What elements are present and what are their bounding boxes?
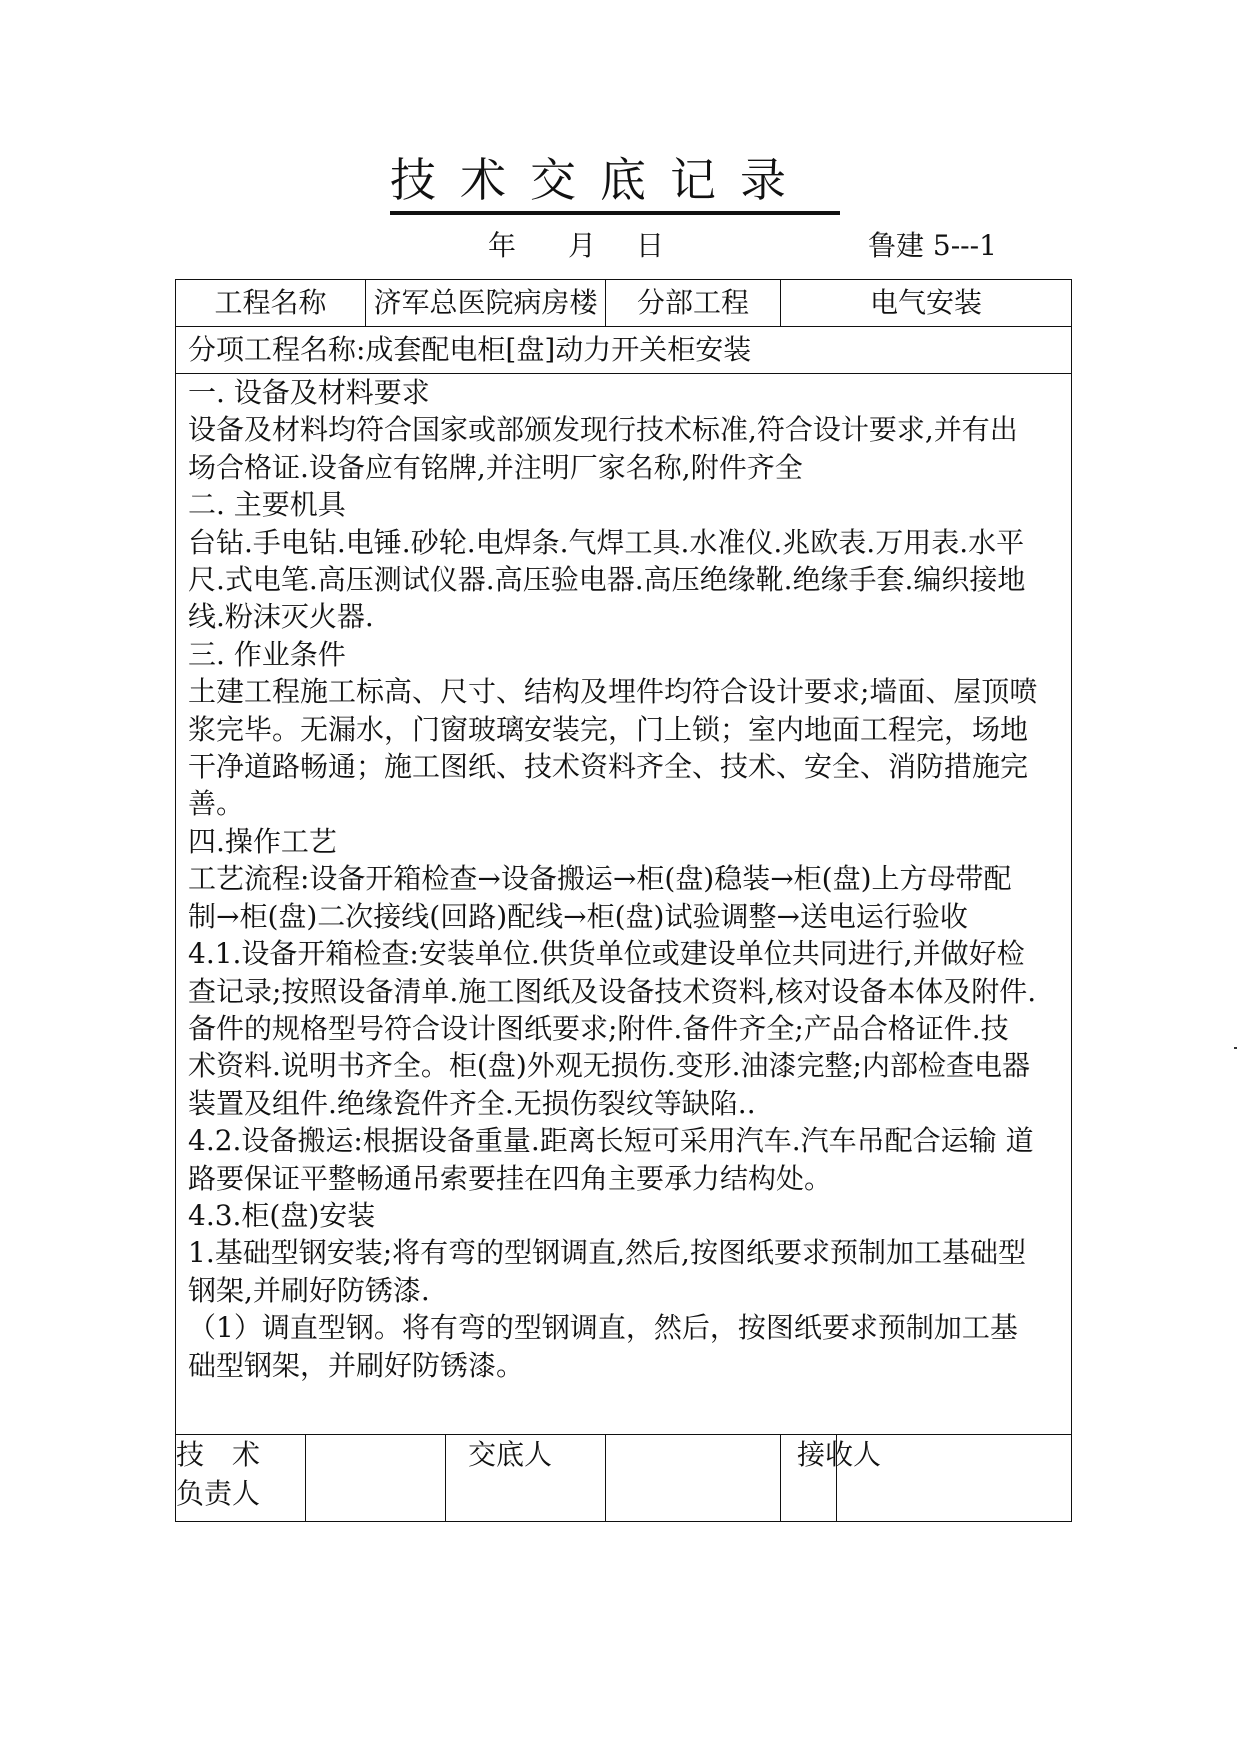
content-body (188, 374, 1061, 1384)
content-line: 路要保证平整畅通吊索要挂在四角主要承力结构处。 (188, 1161, 833, 1195)
content-line: 尺.式电笔.高压测试仪器.高压验电器.高压绝缘靴.绝缘手套.编织接地 (188, 563, 1026, 597)
tech-lead-label-line1: 技 术 (176, 1438, 261, 1471)
disclosure-content (176, 374, 1072, 1435)
project-name-value: 济军总医院病房楼 (366, 280, 606, 327)
content-line: 场合格证.设备应有铭牌,并注明厂家名称,附件齐全 (188, 450, 803, 484)
content-line: 查记录;按照设备清单.施工图纸及设备技术资料,核对设备本体及附件. (188, 974, 1037, 1008)
receiver-label: 接收人 (781, 1435, 837, 1522)
disclosure-record-table (175, 279, 1072, 1522)
signature-row (176, 1435, 1072, 1522)
content-line: 浆完毕。无漏水，门窗玻璃安装完，门上锁；室内地面工程完，场地 (188, 712, 1029, 746)
content-line: 4.1.设备开箱检查:安装单位.供货单位或建设单位共同进行,并做好检 (188, 937, 1025, 971)
content-line: 台钻.手电钻.电锤.砂轮.电焊条.气焊工具.水准仪.兆欧表.万用表.水平 (188, 525, 1025, 559)
document-title: 技术交底记录 (390, 153, 810, 207)
title-underline (390, 211, 840, 215)
content-line: 工艺流程:设备开箱检查→设备搬运→柜(盘)稳装→柜(盘)上方母带配 (188, 862, 1012, 896)
content-line: 术资料.说明书齐全。柜(盘)外观无损伤.变形.油漆完整;内部检查电器 (188, 1049, 1030, 1083)
content-line: 土建工程施工标高、尺寸、结构及埋件均符合设计要求;墙面、屋顶喷 (188, 675, 1038, 709)
project-header-row (176, 280, 1072, 327)
content-line: 1.基础型钢安装;将有弯的型钢调直,然后,按图纸要求预制加工基础型 (188, 1236, 1026, 1270)
tech-lead-label (176, 1435, 306, 1522)
content-line: 备件的规格型号符合设计图纸要求;附件.备件齐全;产品合格证件.技 (188, 1011, 1009, 1045)
discloser-signature-field[interactable] (606, 1435, 781, 1522)
content-line: 制→柜(盘)二次接线(回路)配线→柜(盘)试验调整→送电运行验收 (188, 899, 968, 933)
content-line: 二. 主要机具 (188, 488, 346, 522)
date-day-label: 日 (636, 229, 665, 262)
content-line: 础型钢架，并刷好防锈漆。 (188, 1348, 525, 1382)
content-line: 善。 (188, 787, 245, 821)
subitem-name: 分项工程名称:成套配电柜[盘]动力开关柜安装 (176, 327, 1072, 374)
division-label: 分部工程 (606, 280, 781, 327)
content-line: 线.粉沫灭火器. (188, 600, 374, 634)
date-month-label: 月 (568, 229, 597, 262)
content-line: （1）调直型钢。将有弯的型钢调直，然后，按图纸要求预制加工基 (188, 1311, 1018, 1345)
date-year-label: 年 (488, 229, 517, 262)
stray-mark (1234, 1047, 1237, 1049)
project-name-label: 工程名称 (176, 280, 366, 327)
content-row (176, 374, 1072, 1435)
content-line: 三. 作业条件 (188, 637, 346, 671)
content-line: 4.2.设备搬运:根据设备重量.距离长短可采用汽车.汽车吊配合运输 道 (188, 1124, 1034, 1158)
content-line: 干净道路畅通；施工图纸、技术资料齐全、技术、安全、消防措施完 (188, 750, 1029, 784)
tech-lead-signature-field[interactable] (306, 1435, 446, 1522)
division-value: 电气安装 (781, 280, 1072, 327)
content-line: 钢架,并刷好防锈漆. (188, 1273, 430, 1307)
subitem-row (176, 327, 1072, 374)
content-line: 一. 设备及材料要求 (188, 376, 430, 409)
content-line: 4.3.柜(盘)安装 (188, 1198, 376, 1232)
tech-lead-label-line2: 负责人 (176, 1477, 261, 1510)
content-line: 设备及材料均符合国家或部颁发现行技术标准,符合设计要求,并有出 (188, 413, 1018, 447)
form-code: 鲁建 5---1 (868, 229, 997, 262)
content-line: 四.操作工艺 (188, 824, 337, 858)
discloser-label: 交底人 (446, 1435, 606, 1522)
content-line: 装置及组件.绝缘瓷件齐全.无损伤裂纹等缺陷.. (188, 1086, 756, 1120)
